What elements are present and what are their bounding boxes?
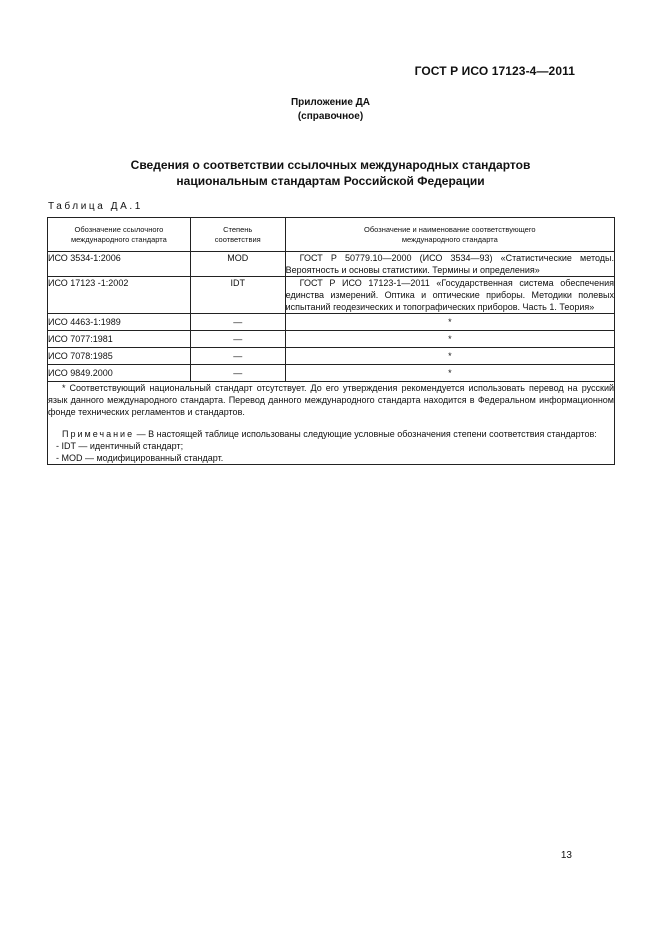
table-row [48,277,615,314]
degree-cell: — [190,348,285,365]
table-row [48,314,615,331]
degree-cell: — [190,331,285,348]
national-standard-cell: * [285,365,614,382]
document-code: ГОСТ Р ИСО 17123-4—2011 [414,64,575,78]
section-title-line1: Сведения о соответствии ссылочных международных стандартов [130,158,531,172]
ref-standard-cell: ИСО 9849.2000 [48,365,191,382]
section-title-line2: национальным стандартам Российской Федерации [176,174,485,188]
ref-standard-cell: ИСО 17123 -1:2002 [48,277,191,314]
degree-cell: — [190,314,285,331]
national-standard-cell: ГОСТ Р 50779.10—2000 (ИСО 3534—93) «Статистические методы. Вероятность и основы статистики. Термины и определения» [285,253,614,275]
note-intro [48,428,614,440]
annex-heading [0,96,661,124]
note-label: Примечание [62,429,135,439]
header-national-standard [285,218,614,252]
table-header-row [48,218,615,252]
header-national-line2: международного стандарта [401,234,498,244]
table-note [48,428,614,464]
page-number: 13 [560,850,572,861]
header-degree [190,218,285,252]
header-ref-standard [48,218,191,252]
header-ref-line1: Обозначение ссылочного [74,224,164,234]
degree-cell: — [190,365,285,382]
header-ref-line2: международного стандарта [70,234,167,244]
note-text: — В настоящей таблице использованы следующие условные обозначения степени соответствия стандартов: [136,429,597,439]
header-degree-line1: Степень [223,224,253,234]
header-national-line1: Обозначение и наименование соответствующего [364,224,536,234]
degree-cell: MOD [190,252,285,277]
table-notes-row [48,382,615,465]
table-row [48,365,615,382]
national-standard-cell: * [285,314,614,331]
header-degree-line2: соответствия [214,234,261,244]
table-footnote: * Соответствующий национальный стандарт отсутствует. До его утверждения рекомендуется использовать перевод на русский язык данного международного стандарта. Перевод данного международного стандарта находится в Федеральном информационном фонде технических регламентов и стандартов. [48,383,614,417]
ref-standard-cell: ИСО 7077:1981 [48,331,191,348]
national-standard-cell: * [285,348,614,365]
table-caption: Таблица ДА.1 [48,201,143,212]
ref-standard-cell: ИСО 3534-1:2006 [48,252,191,277]
national-standard-cell: ГОСТ Р ИСО 17123-1—2011 «Государственная система обеспечения единства измерений. Оптика и оптические приборы. Методики полевых испытаний геодезических и топографических приборов. Часть 1. Теория» [285,278,614,312]
table-notes-cell [48,382,615,465]
annex-subtitle: (справочное) [297,111,364,122]
table-row [48,348,615,365]
ref-standard-cell: ИСО 7078:1985 [48,348,191,365]
section-title [0,157,661,189]
table-row [48,331,615,348]
note-item-mod: - MOD — модифицированный стандарт. [56,453,224,463]
national-standard-cell: * [285,331,614,348]
degree-cell: IDT [190,277,285,314]
table-row [48,252,615,277]
note-item-idt: - IDT — идентичный стандарт; [56,441,184,451]
annex-title: Приложение ДА [290,97,371,108]
correspondence-table [47,217,615,465]
ref-standard-cell: ИСО 4463-1:1989 [48,314,191,331]
